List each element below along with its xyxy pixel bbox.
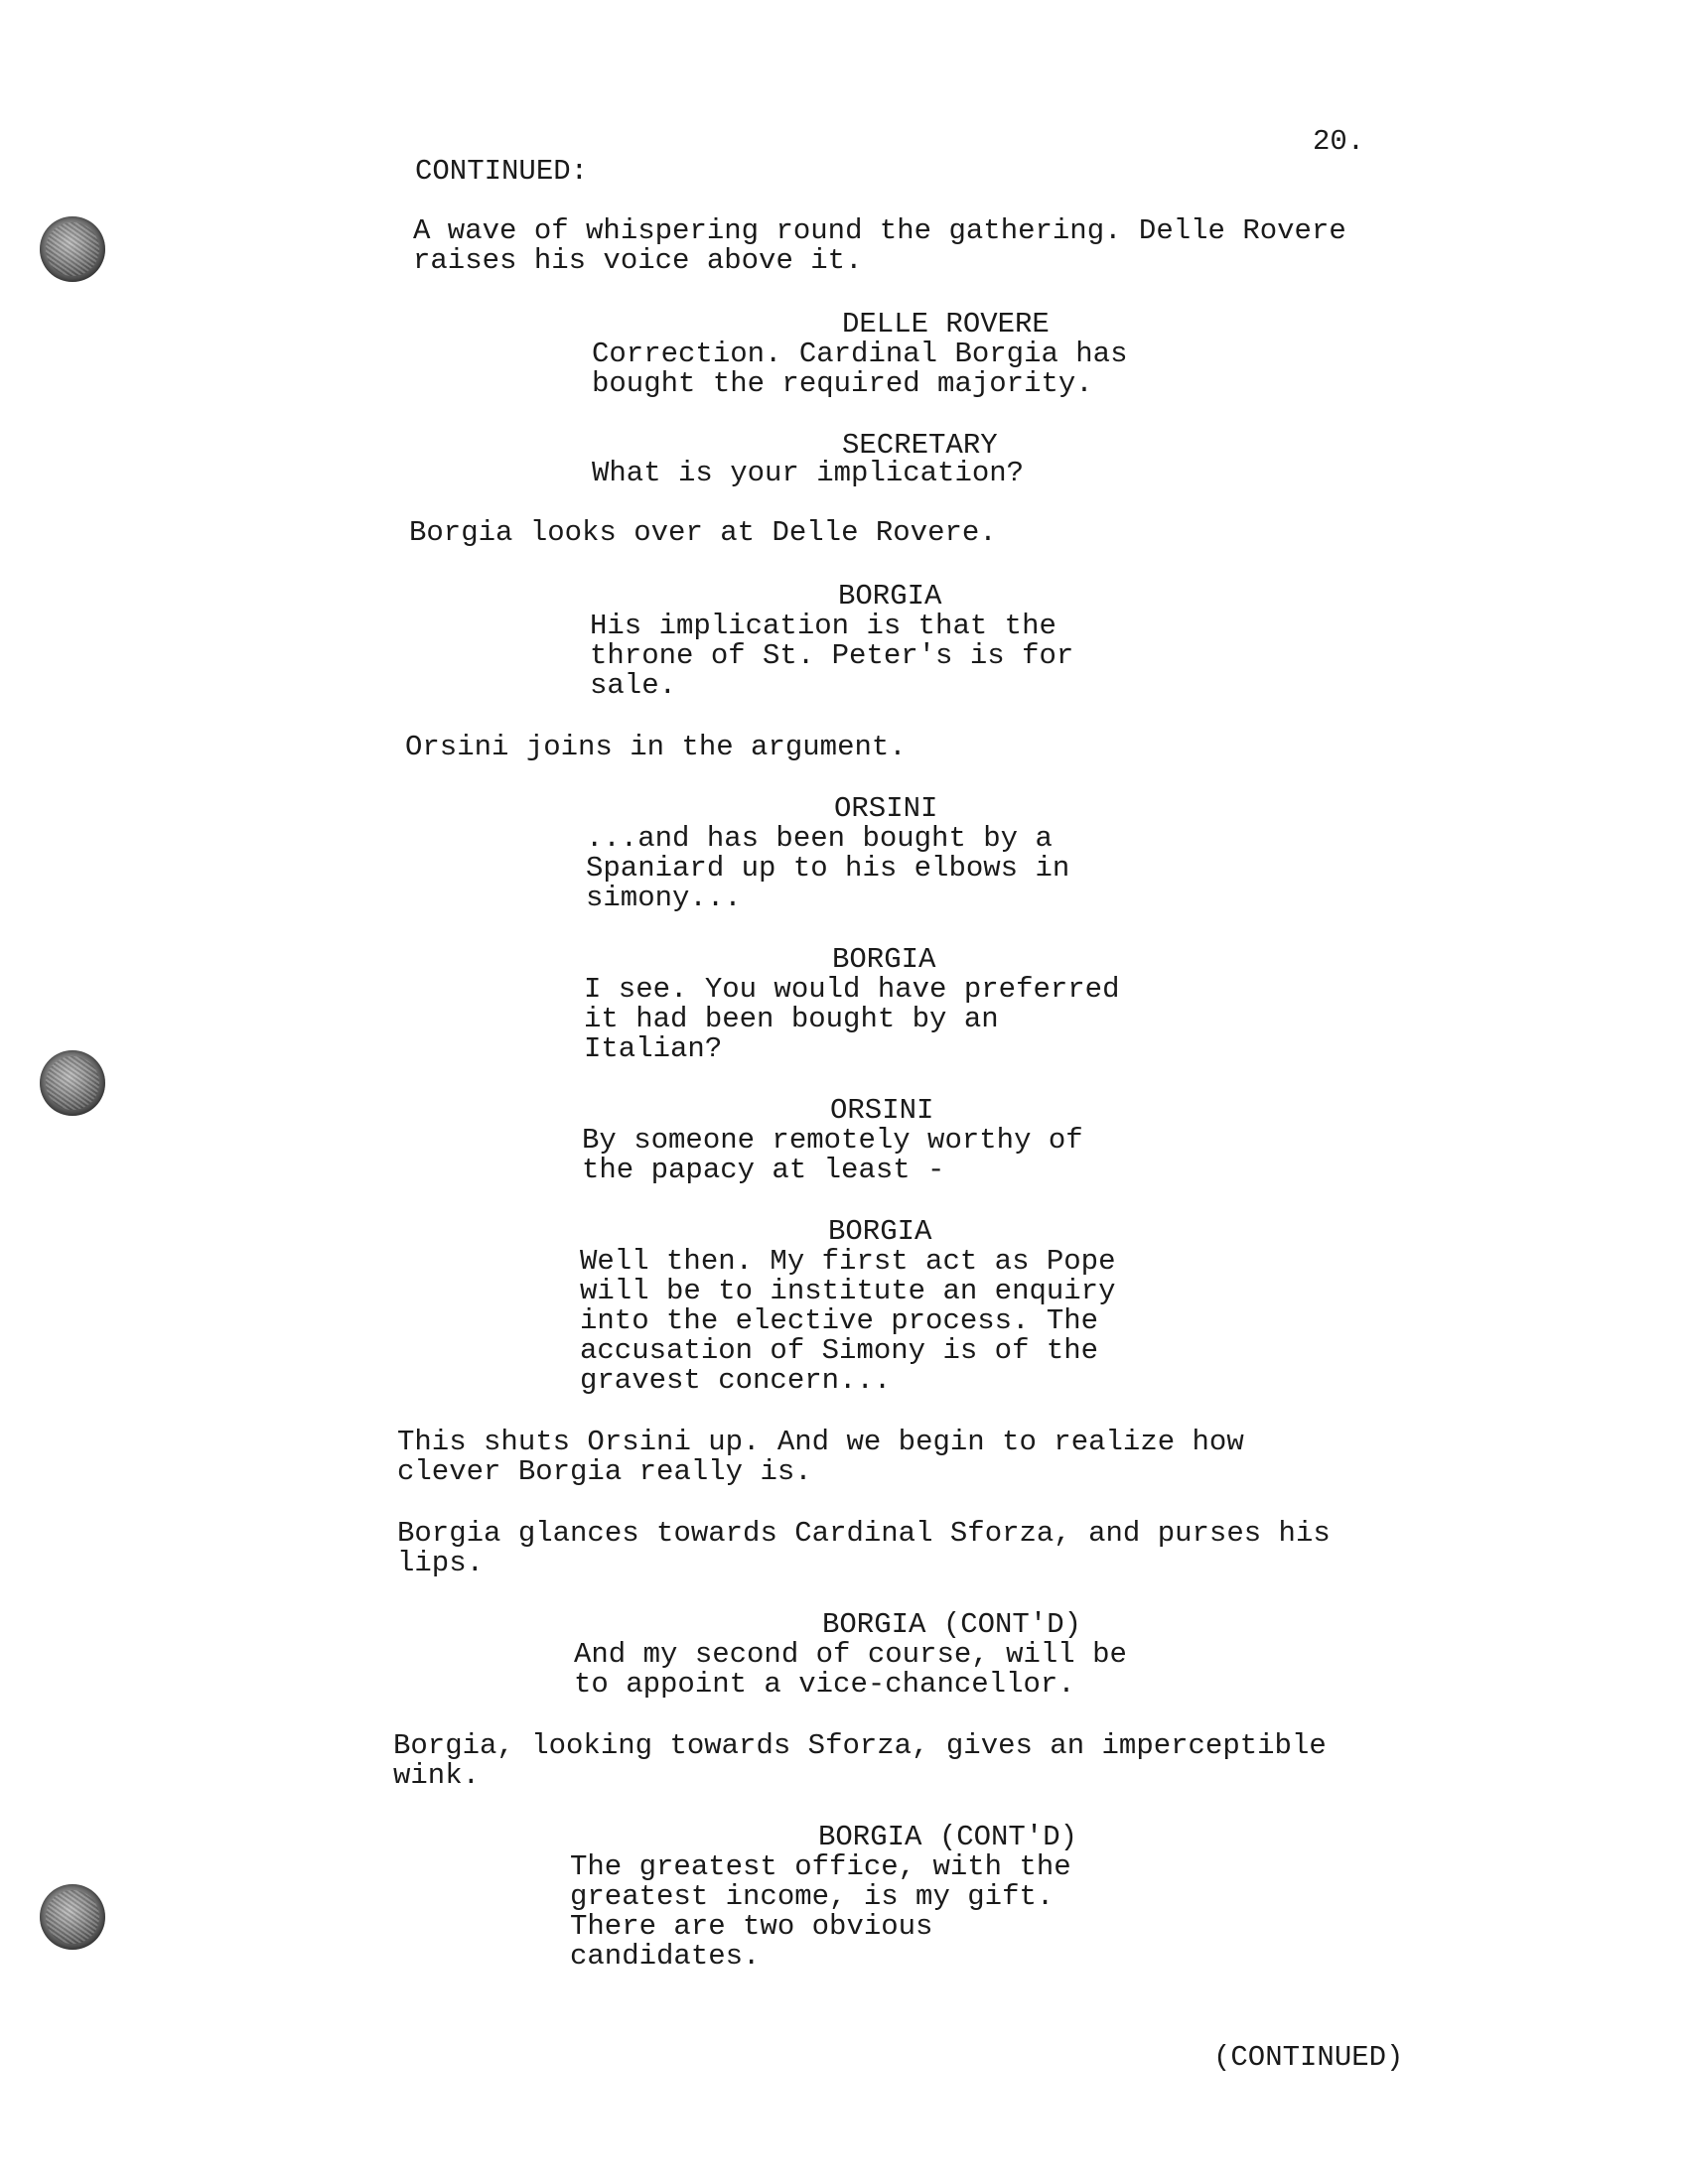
- action-line: A wave of whispering round the gathering. Delle Rovere raises his voice above it.: [413, 214, 1346, 277]
- action-line: Borgia looks over at Delle Rovere.: [409, 516, 997, 549]
- punch-hole-middle: [40, 1050, 105, 1116]
- dialogue-line: What is your implication?: [592, 457, 1025, 489]
- continued-header: CONTINUED:: [415, 155, 589, 188]
- character-cue: BORGIA: [832, 943, 936, 976]
- character-cue: BORGIA (CONT'D): [822, 1608, 1082, 1641]
- page-number: 20.: [1313, 125, 1365, 158]
- character-cue: BORGIA: [838, 580, 942, 613]
- punch-hole-bottom: [40, 1884, 105, 1950]
- action-line: Borgia glances towards Cardinal Sforza, and purses his lips.: [397, 1517, 1331, 1579]
- dialogue-line: Correction. Cardinal Borgia has bought the required majority.: [592, 338, 1128, 400]
- dialogue-line: ...and has been bought by a Spaniard up to his elbows in simony...: [586, 822, 1070, 914]
- dialogue-line: Well then. My first act as Pope will be to institute an enquiry into the elective process. The accusation of Simony is of the gravest concern...: [580, 1245, 1116, 1397]
- dialogue-line: His implication is that the throne of St. Peter's is for sale.: [590, 610, 1074, 702]
- character-cue: SECRETARY: [842, 429, 998, 462]
- continued-footer: (CONTINUED): [1213, 2041, 1404, 2074]
- action-line: Orsini joins in the argument.: [405, 731, 907, 763]
- dialogue-line: The greatest office, with the greatest income, is my gift. There are two obvious candidates.: [570, 1850, 1071, 1973]
- character-cue: BORGIA: [828, 1215, 932, 1248]
- dialogue-line: I see. You would have preferred it had been bought by an Italian?: [584, 973, 1120, 1065]
- dialogue-line: And my second of course, will be to appoint a vice-chancellor.: [574, 1638, 1127, 1701]
- character-cue: BORGIA (CONT'D): [818, 1821, 1078, 1853]
- action-line: Borgia, looking towards Sforza, gives an imperceptible wink.: [393, 1729, 1327, 1792]
- dialogue-line: By someone remotely worthy of the papacy at least -: [582, 1124, 1083, 1186]
- character-cue: ORSINI: [834, 792, 938, 825]
- punch-hole-top: [40, 216, 105, 282]
- action-line: This shuts Orsini up. And we begin to realize how clever Borgia really is.: [397, 1426, 1244, 1488]
- character-cue: ORSINI: [830, 1094, 934, 1127]
- character-cue: DELLE ROVERE: [842, 308, 1050, 341]
